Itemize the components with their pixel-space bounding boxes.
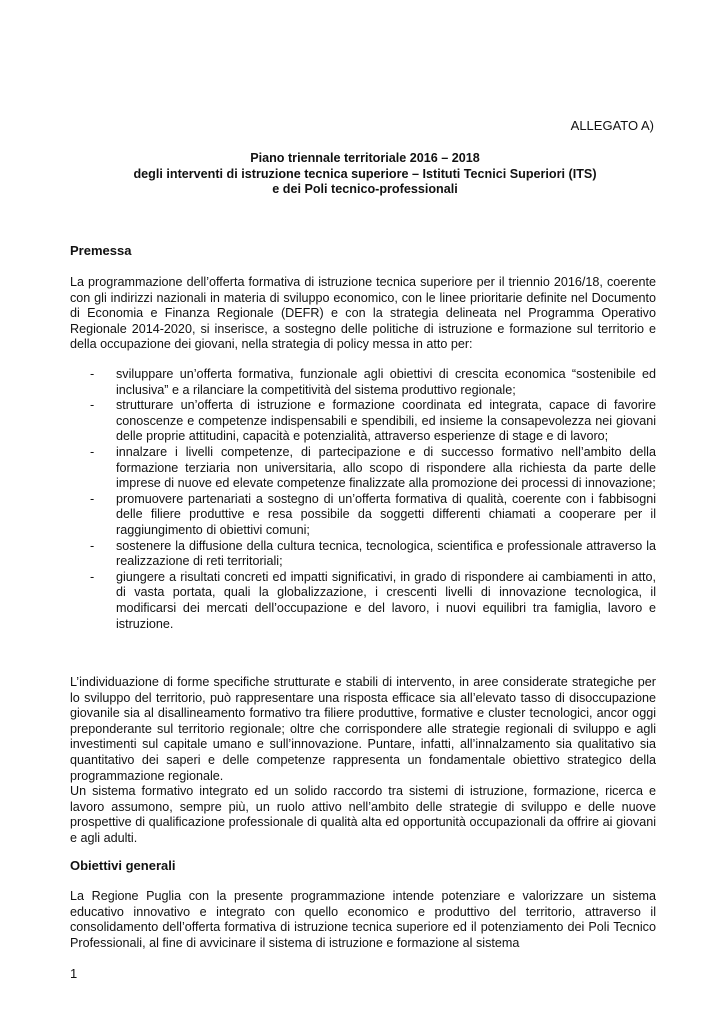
bullet-text: giungere a risultati concreti ed impatti significativi, in grado di rispondere ai cambiamenti in atto, di vasta portata, quali la globalizzazione, i crescenti livelli di innovazione tecnologica, il modificarsi dei mercati dell’occupazione e del lavoro, i nuovi equilibri tra famiglia, lavoro e istruzione.	[116, 569, 656, 631]
premessa-paragraph-2: L’individuazione di forme specifiche strutturate e stabili di intervento, in aree considerate strategiche per lo sviluppo del territorio, può rappresentare una risposta efficace sia all’elevato tasso di disoccupazione giovanile sia al disallineamento formativo tra filiere produttive, formative e cluster tecnologici, ancor oggi preponderante sul territorio regionale; oltre che corrispondere alle strategie regionali di sviluppo e agli investimenti sul capitale umano e sull’innovazione. Puntare, infatti, all’innalzamento sia qualitativo sia quantitativo dei saperi e delle competenze rappresenta un fondamentale obiettivo strategico della programmazione regionale.	[70, 675, 656, 783]
bullet-dash: -	[90, 367, 95, 381]
list-item	[70, 398, 656, 445]
list-item	[70, 539, 656, 570]
premessa-intro-paragraph: La programmazione dell’offerta formativa di istruzione tecnica superiore per il triennio 2016/18, coerente con gli indirizzi nazionali in materia di sviluppo economico, con le linee prioritarie definite nel Documento di Economia e Finanza Regionale (DEFR) e con la strategia delineata nel Programma Operativo Regionale 2014-2020, si inserisce, a sostegno delle politiche di istruzione e formazione sul territorio e della occupazione dei giovani, nella strategia di policy messa in atto per:	[70, 275, 656, 352]
obiettivi-paragraph: La Regione Puglia con la presente programmazione intende potenziare e valorizzare un sistema educativo innovativo e integrato con quello economico e produttivo del territorio, attraverso il consolidamento dell’offerta formativa di istruzione tecnica superiore ed il potenziamento dei Poli Tecnico Professionali, al fine di avvicinare il sistema di istruzione e formazione al sistema	[70, 889, 656, 950]
bullet-dash: -	[90, 491, 95, 506]
bullet-dash: -	[90, 569, 95, 584]
bullet-text: sostenere la diffusione della cultura tecnica, tecnologica, scientifica e professionale attraverso la realizzazione di reti territoriali;	[116, 538, 656, 569]
bullet-dash: -	[90, 538, 95, 553]
bullet-text: sviluppare un’offerta formativa, funzionale agli obiettivi di crescita economica “sostenibile ed inclusiva” e a rilanciare la competitività del sistema produttivo regionale;	[116, 367, 656, 397]
bullet-dash: -	[90, 444, 95, 459]
list-item	[70, 445, 656, 492]
section-heading-premessa: Premessa	[70, 243, 132, 258]
document-title	[70, 151, 660, 198]
bullet-text: innalzare i livelli competenze, di partecipazione e di successo formativo nell’ambito della formazione terziaria non universitaria, allo scopo di rispondere alla richiesta da parte delle imprese di nuove ed elevate competenze finalizzate alla promozione dei processi di innovazione;	[116, 444, 656, 491]
premessa-bullet-list	[70, 367, 656, 632]
bullet-text: promuovere partenariati a sostegno di un’offerta formativa di qualità, coerente con i fabbisogni delle filiere produttive e resa possibile da soggetti differenti chiamati a cooperare per il raggiungimento di obiettivi comuni;	[116, 491, 656, 537]
title-line-1: Piano triennale territoriale 2016 – 2018	[250, 151, 480, 165]
section-heading-obiettivi: Obiettivi generali	[70, 858, 176, 873]
page-number: 1	[70, 966, 78, 981]
bullet-dash: -	[90, 398, 95, 413]
title-line-3: e dei Poli tecnico-professionali	[272, 182, 458, 197]
premessa-paragraph-3: Un sistema formativo integrato ed un solido raccordo tra sistemi di istruzione, formazione, ricerca e lavoro assumono, sempre più, un ruolo attivo nell’ambito delle strategie di sviluppo e delle nuove prospettive di qualificazione professionale di qualità alta ed opportunità occupazionali da offrire ai giovani e agli adulti.	[70, 784, 656, 845]
attachment-label: ALLEGATO A)	[570, 118, 654, 133]
bullet-text: strutturare un’offerta di istruzione e formazione coordinata ed integrata, capace di favorire conoscenze e competenze indispensabili e spendibili, ed insieme la consapevolezza nei giovani delle proprie attitudini, capacità e potenzialità, attraverso esperienze di stage e di lavoro;	[116, 398, 656, 444]
list-item	[70, 367, 656, 398]
list-item	[70, 492, 656, 539]
list-item	[70, 570, 656, 632]
title-line-2: degli interventi di istruzione tecnica superiore – Istituti Tecnici Superiori (ITS)	[133, 166, 597, 181]
